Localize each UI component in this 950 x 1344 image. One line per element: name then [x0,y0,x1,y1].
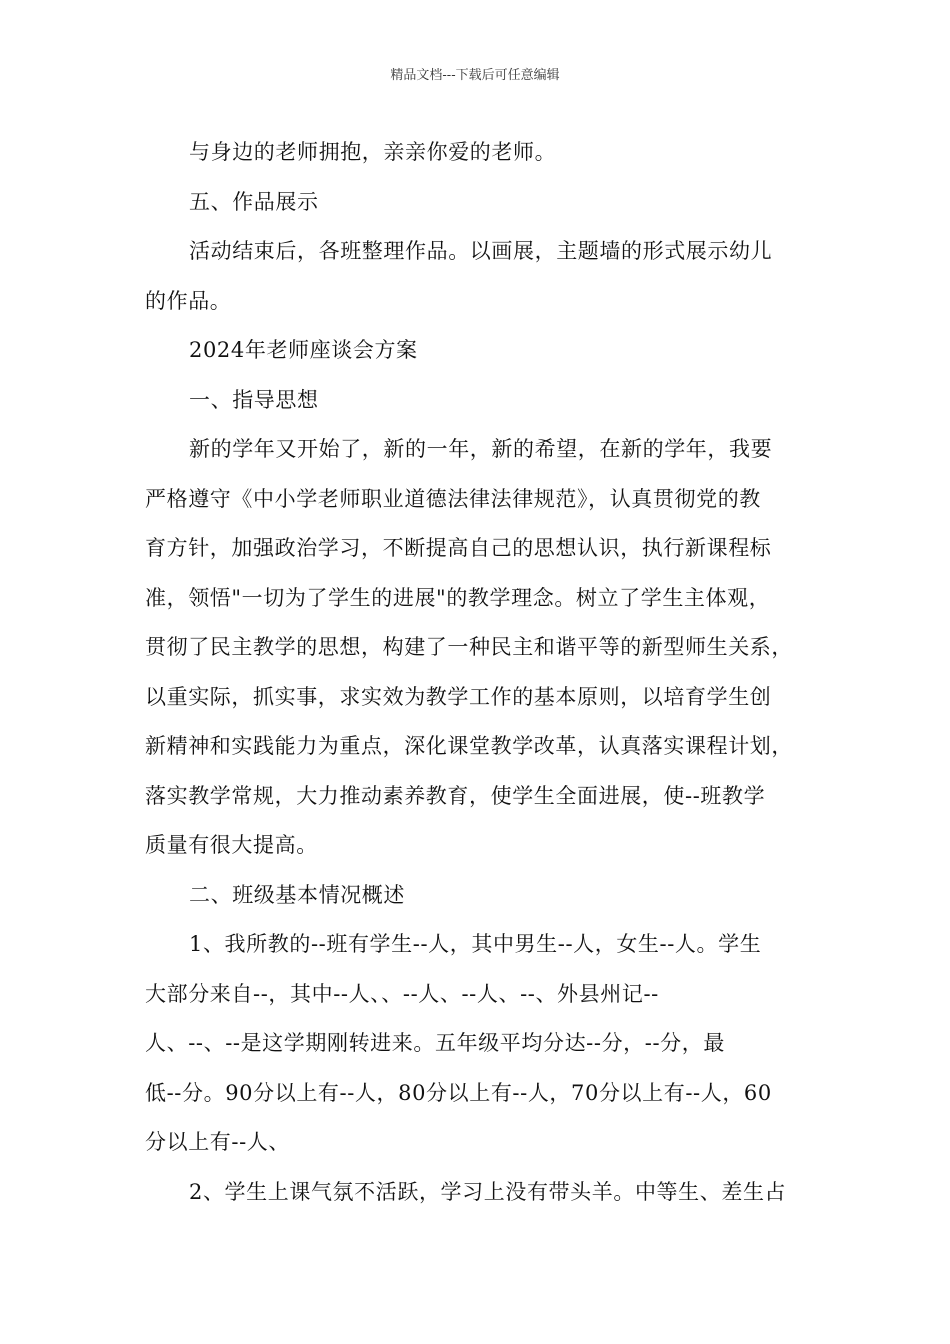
text-line: 五、作品展示 [189,189,319,214]
text-line: 大部分来自--，其中--人、、--人、--人、--、外县州记-- [145,981,659,1006]
text-line: 以重实际，抓实事，求实效为教学工作的基本原则，以培育学生创 [145,684,772,709]
page-header: 精品文档---下载后可任意编辑 [390,68,560,83]
text-line: 低--分。90分以上有--人，80分以上有--人，70分以上有--人，60 [145,1080,772,1105]
text-line: 1、我所教的--班有学生--人，其中男生--人，女生--人。学生 [189,932,762,956]
text-line: 新精神和实践能力为重点，深化课堂教学改革，认真落实课程计划， [145,734,793,758]
text-line: 严格遵守《中小学老师职业道德法律法律规范》，认真贯彻党的教 [145,486,761,511]
text-line: 与身边的老师拥抱，亲亲你爱的老师。 [189,140,557,164]
text-line: 新的学年又开始了，新的一年，新的希望，在新的学年，我要 [189,437,773,461]
text-line: 活动结束后，各班整理作品。以画展，主题墙的形式展示幼儿 [189,239,773,263]
text-line: 准，领悟"一切为了学生的进展"的教学理念。树立了学生主体观， [145,585,771,610]
text-line: 一、指导思想 [189,387,319,412]
document-body [145,128,821,1217]
text-line: 育方针，加强政治学习，不断提高自己的思想认识，执行新课程标 [145,536,772,560]
text-line: 的作品。 [145,288,232,313]
text-line: 分以上有--人、 [145,1130,290,1154]
text-line: 贯彻了民主教学的思想，构建了一种民主和谐平等的新型师生关系， [145,635,793,659]
text-line: 落实教学常规，大力推动素养教育，使学生全面进展，使--班教学 [145,783,766,808]
text-line: 质量有很大提高。 [145,833,318,857]
text-line: 二、班级基本情况概述 [189,882,405,907]
text-line: 2、学生上课气氛不活跃，学习上没有带头羊。中等生、差生占 [189,1179,787,1204]
text-line: 2024年老师座谈会方案 [189,338,418,362]
text-line: 人、--、--是这学期刚转进来。五年级平均分达--分，--分，最 [145,1031,725,1055]
